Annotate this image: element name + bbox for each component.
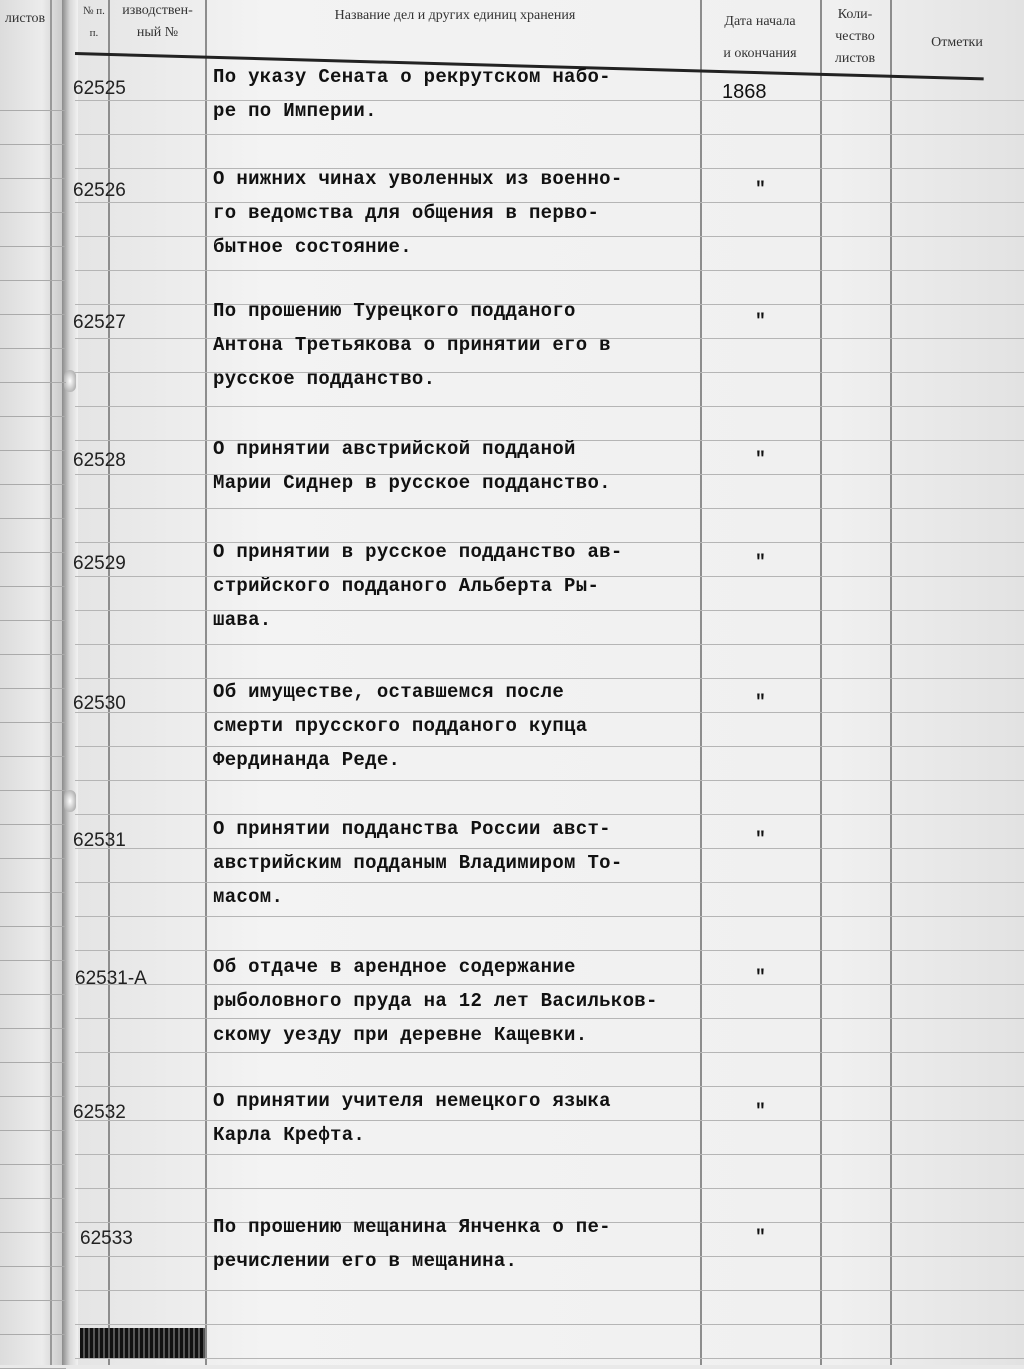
row-number: 62528 [73, 450, 126, 471]
ruled-line [0, 756, 66, 757]
ruled-line [0, 518, 66, 519]
ruled-line [0, 416, 66, 417]
ruled-line [0, 1266, 66, 1267]
ruled-line [75, 406, 1024, 407]
row-number: 62531 [73, 830, 126, 851]
row-title: Об имуществе, оставшемся после смерти прусского подданого купца Фердинанда Реде. [213, 681, 588, 771]
header-count: Коли- чество листов [834, 7, 876, 66]
ruled-line [0, 1334, 66, 1335]
row-date: " [755, 553, 766, 573]
row-number: 62530 [73, 693, 126, 714]
row-number: 62525 [73, 78, 126, 99]
ruled-line [75, 1358, 1024, 1359]
ruled-line [0, 1028, 66, 1029]
row-title: О принятии австрийской подданой Марии Сиднер в русское подданство. [213, 438, 611, 494]
row-date: " [755, 450, 766, 470]
ruled-line [75, 1290, 1024, 1291]
header-prod-num: изводствен- ный № [122, 3, 193, 40]
ruled-line [75, 1052, 1024, 1053]
ruled-line [0, 1300, 66, 1301]
ruled-line [0, 552, 66, 553]
ruled-line [0, 960, 66, 961]
ruled-line [0, 586, 66, 587]
ruled-line [0, 1062, 66, 1063]
ruled-line [0, 314, 66, 315]
row-date: " [755, 968, 766, 988]
header-marks: Отметки [931, 35, 983, 50]
ruled-line [0, 790, 66, 791]
row-title: Об отдаче в арендное содержание рыболовного пруда на 12 лет Васильков- скому уезду при деревне Кащевки. [213, 956, 658, 1046]
row-date: " [755, 1228, 766, 1248]
row-number: 62529 [73, 553, 126, 574]
ruled-line [0, 994, 66, 995]
row-number: 62531-А [75, 968, 147, 989]
ruled-line [75, 1188, 1024, 1189]
ruled-line [75, 780, 1024, 781]
left-page-label: листов [4, 11, 46, 26]
ruled-line [0, 858, 66, 859]
header-title: Название дел и других единиц хранения [334, 8, 576, 23]
ruled-line [0, 144, 66, 145]
row-title: О принятии подданства России авст- австрийским подданым Владимиром То- масом. [213, 818, 623, 908]
row-date: " [755, 180, 766, 200]
row-title: О принятии в русское подданство ав- стрийского подданого Альберта Ры- шава. [213, 541, 623, 631]
row-title: О нижних чинах уволенных из военно- го ведомства для общения в перво- бытное состояние. [213, 168, 623, 258]
binder-ring [64, 790, 76, 812]
ruled-line [0, 926, 66, 927]
ruled-line [0, 246, 66, 247]
row-number: 62526 [73, 180, 126, 201]
barcode-stamp [80, 1328, 205, 1358]
ruled-line [0, 688, 66, 689]
ruled-line [75, 916, 1024, 917]
ruled-line [0, 722, 66, 723]
ruled-line [0, 484, 66, 485]
ruled-line [0, 348, 66, 349]
ruled-line [0, 824, 66, 825]
ruled-line [75, 1154, 1024, 1155]
ruled-line [0, 450, 66, 451]
row-title: По прошению мещанина Янченка о пе- речислении его в мещанина. [213, 1216, 611, 1272]
row-date: 1868 [722, 81, 767, 103]
row-date: " [755, 693, 766, 713]
ruled-line [0, 1164, 66, 1165]
header-date: Дата начала и окончания [723, 14, 797, 61]
ruled-line [75, 508, 1024, 509]
ruled-line [0, 178, 66, 179]
row-date: " [755, 1102, 766, 1122]
ruled-line [0, 620, 66, 621]
row-date: " [755, 312, 766, 332]
ruled-line [75, 644, 1024, 645]
row-title: По прошению Турецкого подданого Антона Третьякова о принятии его в русское подданство. [213, 300, 611, 390]
ruled-line [0, 892, 66, 893]
ruled-line [0, 212, 66, 213]
ruled-line [0, 1130, 66, 1131]
row-date: " [755, 830, 766, 850]
ruled-line [0, 382, 66, 383]
binder-ring [64, 370, 76, 392]
row-number: 62532 [73, 1102, 126, 1123]
ruled-line [0, 110, 66, 111]
ruled-line [0, 1096, 66, 1097]
left-page [0, 0, 70, 1365]
row-title: О принятии учителя немецкого языка Карла Крефта. [213, 1090, 611, 1146]
book-binding [62, 0, 78, 1365]
ruled-line [0, 1198, 66, 1199]
ruled-line [0, 654, 66, 655]
row-number: 62527 [73, 312, 126, 333]
ruled-line [75, 134, 1024, 135]
ruled-line [75, 1324, 1024, 1325]
ruled-line [0, 280, 66, 281]
row-title: По указу Сената о рекрутском набо- ре по Империи. [213, 66, 611, 122]
header-num: № п. п. [83, 5, 105, 39]
row-number: 62533 [80, 1228, 133, 1249]
ruled-line [75, 270, 1024, 271]
ruled-line [0, 1232, 66, 1233]
